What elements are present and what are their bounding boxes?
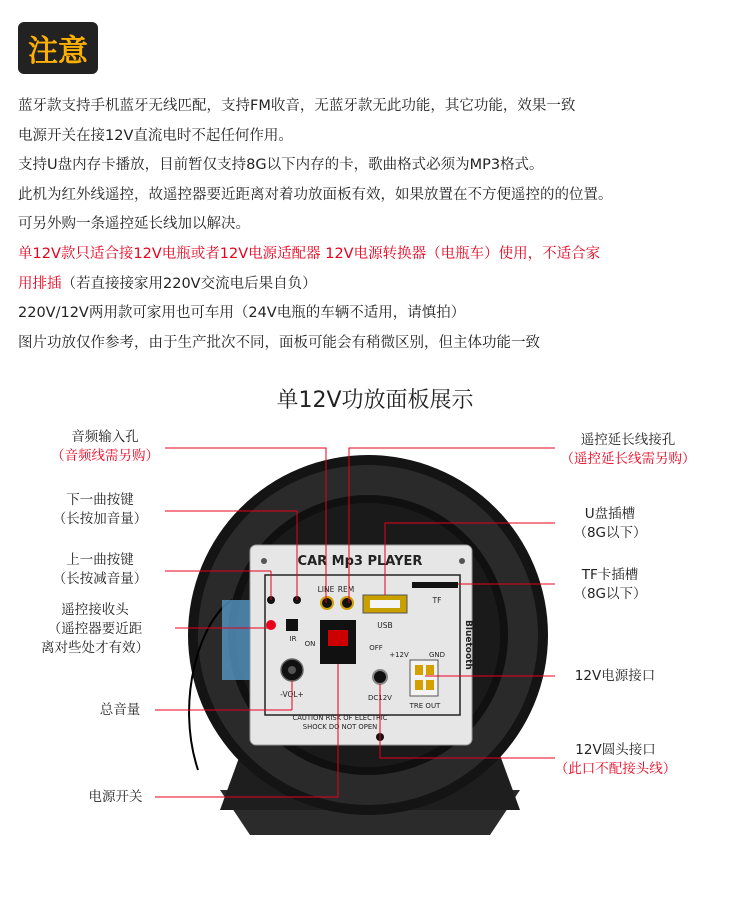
notice-badge: 注意 [18, 22, 98, 74]
svg-text:ON: ON [304, 640, 316, 648]
note-line: 蓝牙款支持手机蓝牙无线匹配，支持FM收音，无蓝牙款无此功能，其它功能，效果一致 [18, 98, 576, 114]
tf-slot [412, 582, 458, 588]
svg-text:CAUTION RISK OF ELECTRIC: CAUTION RISK OF ELECTRIC [292, 714, 388, 722]
svg-text:Bluetooth: Bluetooth [463, 620, 473, 670]
note-line: 电源开关在接12V直流电时不起任何作用。 [18, 127, 293, 144]
panel-brand: CAR Mp3 PLAYER [297, 554, 423, 569]
remote-ext-jack [341, 597, 353, 609]
svg-text:IR: IR [289, 635, 297, 643]
callout-power-port: 12V电源接口 [574, 668, 656, 684]
callout-master-volume: 总音量 [99, 702, 141, 718]
note-line: 图片功放仅作参考，由于生产批次不同，面板可能会有稍微区别，但主体功能一致 [18, 334, 540, 351]
callout-usb-slot: U盘插槽 （8G以下） [573, 506, 647, 541]
svg-text:DC12V: DC12V [368, 694, 392, 702]
callout-round-port: 12V圆头接口 （此口不配接头线） [554, 742, 677, 777]
svg-text:OFF: OFF [369, 644, 383, 652]
warning-red-text: 用排插 [18, 275, 62, 292]
callout-remote-ext: 遥控延长线接孔 （遥控延长线需另购） [560, 432, 696, 467]
audio-in-jack [321, 597, 333, 609]
dc-round-port [373, 670, 387, 684]
svg-text:-VOL+: -VOL+ [280, 690, 304, 699]
callout-next-track: 下一曲按键 （长按加音量） [52, 492, 148, 527]
callout-prev-track: 上一曲按键 （长按减音量） [52, 552, 148, 587]
svg-text:GND: GND [428, 651, 446, 659]
svg-text:TF: TF [432, 596, 442, 605]
note-line: 可另外购一条遥控延长线加以解决。 [18, 216, 250, 233]
warning-line: 单12V款只适合接12V电瓶或者12V电源适配器 12V电源转换器（电瓶车）使用，不适合家 [18, 245, 601, 262]
note-line: 支持U盘内存卡播放，目前暂仅支持8G以下内存的卡，歌曲格式必须为MP3格式。 [18, 157, 544, 174]
warning-rest-text: （若直接接家用220V交流电后果自负） [61, 275, 317, 292]
svg-text:REM: REM [337, 585, 355, 594]
note-line: 此机为红外线遥控，故遥控器要近距离对着功放面板有效，如果放置在不方便遥控的的位置。 [18, 186, 613, 203]
callout-audio-in: 音频输入孔 （音频线需另购） [51, 429, 159, 464]
svg-text:USB: USB [377, 621, 393, 630]
svg-text:LINE: LINE [317, 585, 335, 594]
panel-title: 单12V功放面板展示 [276, 388, 474, 413]
svg-text:SHOCK DO NOT OPEN: SHOCK DO NOT OPEN [302, 723, 378, 731]
callout-tf-slot: TF卡插槽 （8G以下） [573, 567, 647, 602]
note-line: 220V/12V两用款可家用也可车用（24V电瓶的车辆不适用，请慎拍） [18, 305, 466, 322]
svg-text:+12V: +12V [389, 651, 409, 659]
callout-ir-receiver: 遥控接收头 （遥控器要近距 离对些处才有效） [41, 602, 149, 656]
callout-power-switch: 电源开关 [88, 789, 143, 805]
cable-tag [222, 600, 250, 680]
svg-text:TRE OUT: TRE OUT [409, 702, 441, 710]
